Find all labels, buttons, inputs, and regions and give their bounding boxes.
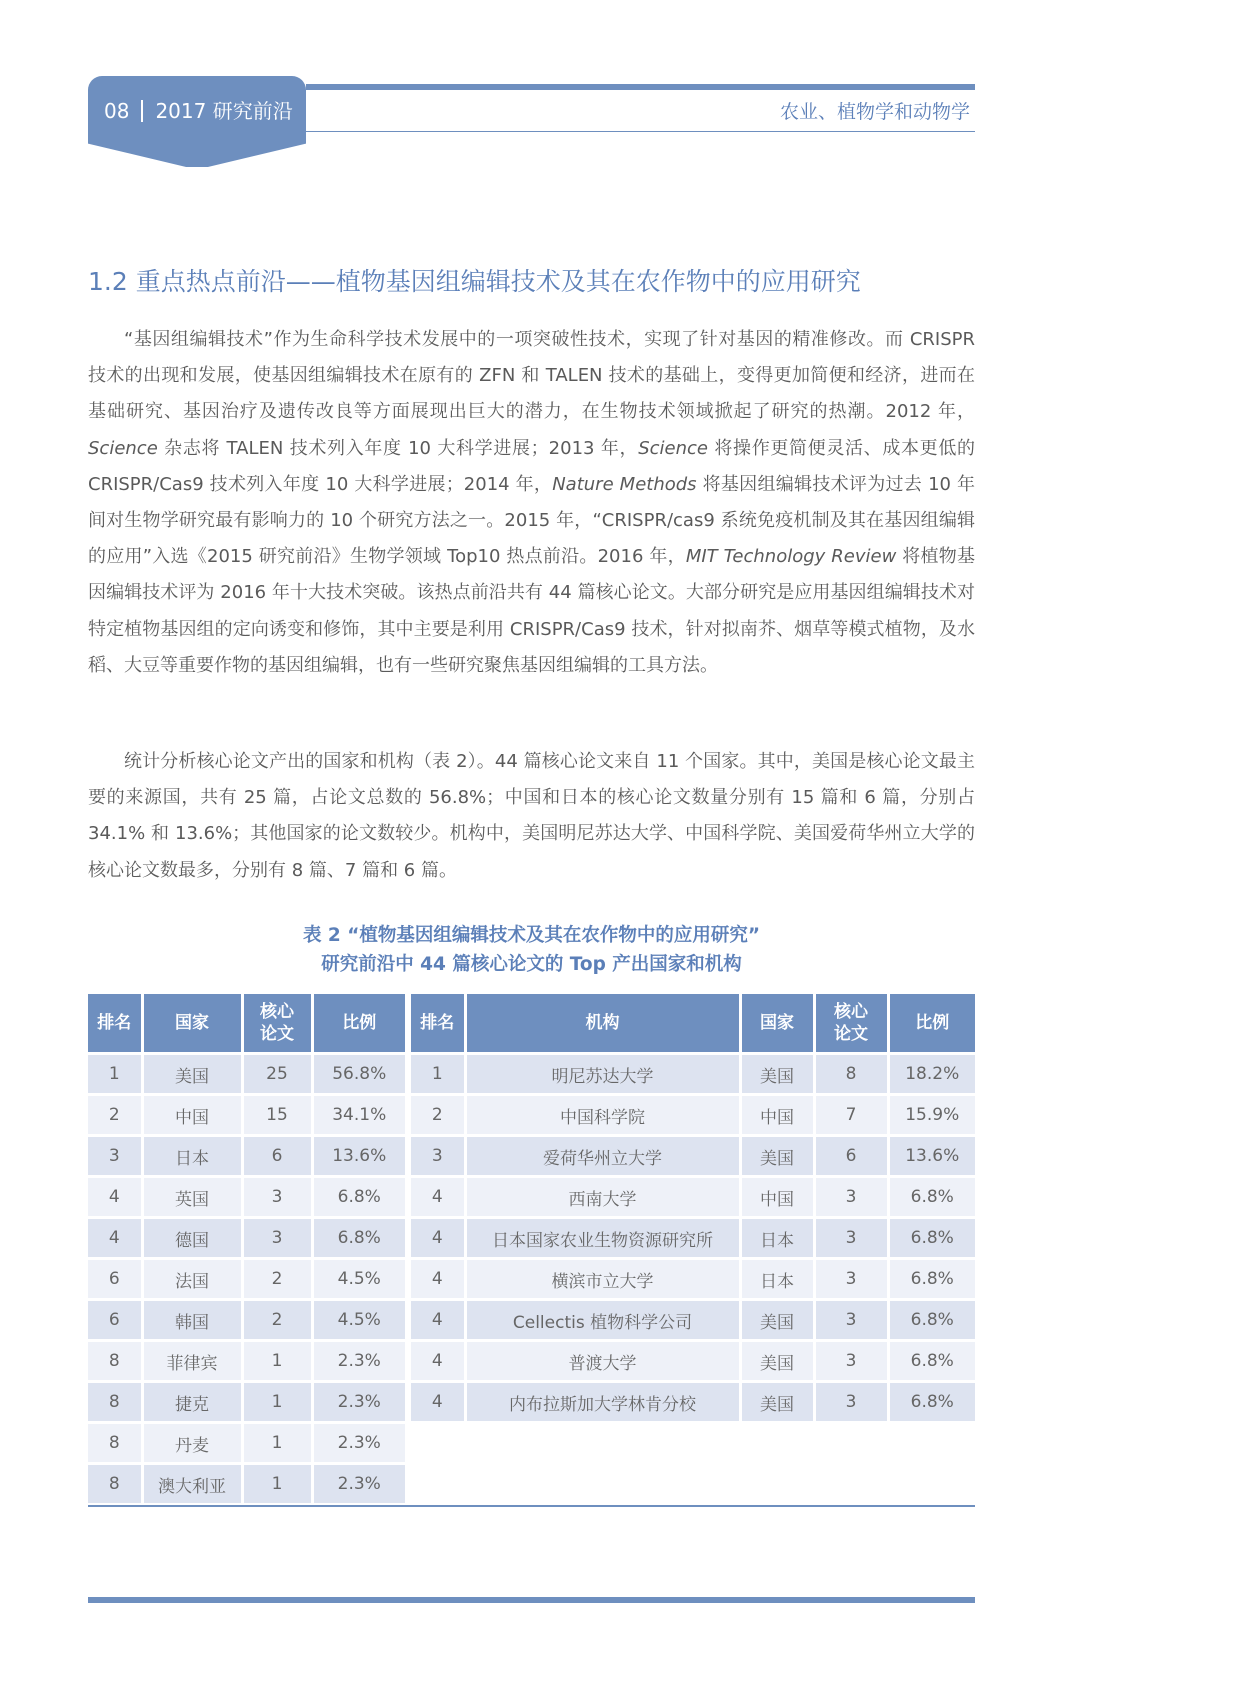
rank-cell: 4 (411, 1300, 465, 1341)
core-papers-cell: 2 (242, 1300, 312, 1341)
report-title: 2017 研究前沿 (155, 99, 293, 123)
table-caption (88, 921, 975, 979)
institution-cell: Cellectis 植物科学公司 (465, 1300, 740, 1341)
paragraph-1-text-2: 杂志将 TALEN 技术列入年度 10 大科学进展；2013 年， (157, 437, 639, 459)
country-cell: 德国 (142, 1218, 242, 1259)
core-papers-cell: 1 (242, 1341, 312, 1382)
country-cell: 澳大利亚 (142, 1464, 242, 1505)
rank-cell: 4 (411, 1341, 465, 1382)
country-table-header (88, 994, 405, 1054)
core-papers-cell: 25 (242, 1054, 312, 1095)
core-papers-cell: 3 (242, 1218, 312, 1259)
table-caption-line-2: 研究前沿中 44 篇核心论文的 Top 产出国家和机构 (321, 954, 742, 975)
country-cell: 韩国 (142, 1300, 242, 1341)
rank-cell: 4 (411, 1218, 465, 1259)
header-tab-text (104, 95, 293, 124)
country-cell: 美国 (740, 1300, 814, 1341)
country-cell: 中国 (740, 1095, 814, 1136)
ratio-cell: 4.5% (312, 1300, 405, 1341)
ratio-cell: 18.2% (888, 1054, 975, 1095)
core-papers-cell: 2 (242, 1259, 312, 1300)
col-header-rank: 排名 (88, 994, 142, 1054)
ratio-cell: 13.6% (312, 1136, 405, 1177)
core-papers-cell: 3 (814, 1382, 888, 1423)
ratio-cell: 6.8% (888, 1341, 975, 1382)
institution-table (411, 994, 975, 1424)
table-bottom-rule (88, 1505, 975, 1507)
country-cell: 丹麦 (142, 1423, 242, 1464)
col-header-core-papers (242, 994, 312, 1054)
institution-table-header (411, 994, 975, 1054)
ratio-cell: 2.3% (312, 1464, 405, 1505)
ratio-cell: 6.8% (888, 1218, 975, 1259)
core-papers-cell: 3 (814, 1259, 888, 1300)
institution-cell: 内布拉斯加大学林肯分校 (465, 1382, 740, 1423)
paragraph-2: 统计分析核心论文产出的国家和机构（表 2）。44 篇核心论文来自 11 个国家。其中，美国是核心论文最主要的来源国，共有 25 篇，占论文总数的 56.8%；中国和日本的核心论文数量分别有 15 篇和 6 篇，分别占 34.1% 和 13.6%；其他国家的论文数较少。机构中，美国明尼苏达大学、中国科学院、美国爱荷华州立大学的核心论文数最多，分别有 8 篇、7 篇和 6 篇。 (88, 751, 975, 881)
ratio-cell: 2.3% (312, 1423, 405, 1464)
rank-cell: 4 (411, 1259, 465, 1300)
col-header-country: 国家 (740, 994, 814, 1054)
paragraph-1-text-1: “基因组编辑技术”作为生命科学技术发展中的一项突破性技术，实现了针对基因的精准修改。而 CRISPR 技术的出现和发展，使基因组编辑技术在原有的 ZFN 和 TALEN 技术的基础上，变得更加简便和经济，进而在基础研究、基因治疗及遗传改良等方面展现出巨大的潜力，在生物技术领域掀起了研究的热潮。2012 年， (88, 329, 975, 423)
country-cell: 美国 (740, 1054, 814, 1095)
col-header-core-papers-label: 核心论文 (259, 1002, 294, 1044)
table-row (88, 1136, 405, 1177)
rank-cell: 1 (411, 1054, 465, 1095)
country-table (88, 994, 405, 1506)
institution-cell: 横滨市立大学 (465, 1259, 740, 1300)
rank-cell: 4 (88, 1177, 142, 1218)
core-papers-cell: 15 (242, 1095, 312, 1136)
institution-cell: 普渡大学 (465, 1341, 740, 1382)
ratio-cell: 13.6% (888, 1136, 975, 1177)
institution-cell: 日本国家农业生物资源研究所 (465, 1218, 740, 1259)
country-cell: 法国 (142, 1259, 242, 1300)
rank-cell: 8 (88, 1464, 142, 1505)
institution-cell: 明尼苏达大学 (465, 1054, 740, 1095)
table-row (88, 1423, 405, 1464)
institution-cell: 爱荷华州立大学 (465, 1136, 740, 1177)
core-papers-cell: 1 (242, 1464, 312, 1505)
ratio-cell: 6.8% (312, 1177, 405, 1218)
table-row (88, 1464, 405, 1505)
table-row (411, 1218, 975, 1259)
country-cell: 日本 (740, 1218, 814, 1259)
rank-cell: 2 (88, 1095, 142, 1136)
table-row (88, 1177, 405, 1218)
footer-rule (88, 1597, 975, 1603)
ratio-cell: 56.8% (312, 1054, 405, 1095)
table-row (411, 1054, 975, 1095)
ratio-cell: 34.1% (312, 1095, 405, 1136)
core-papers-cell: 8 (814, 1054, 888, 1095)
journal-mit-technology-review: MIT Technology Review (685, 546, 897, 568)
core-papers-cell: 7 (814, 1095, 888, 1136)
ratio-cell: 4.5% (312, 1259, 405, 1300)
core-papers-cell: 3 (242, 1177, 312, 1218)
journal-science-2: Science (638, 437, 708, 459)
core-papers-cell: 3 (814, 1218, 888, 1259)
core-papers-cell: 1 (242, 1382, 312, 1423)
rank-cell: 1 (88, 1054, 142, 1095)
country-cell: 日本 (740, 1259, 814, 1300)
country-cell: 中国 (740, 1177, 814, 1218)
core-papers-cell: 1 (242, 1423, 312, 1464)
rank-cell: 8 (88, 1382, 142, 1423)
country-cell: 捷克 (142, 1382, 242, 1423)
core-papers-cell: 6 (242, 1136, 312, 1177)
table-row (88, 1341, 405, 1382)
rank-cell: 6 (88, 1300, 142, 1341)
col-header-country: 国家 (142, 994, 242, 1054)
country-cell: 美国 (740, 1136, 814, 1177)
rank-cell: 3 (411, 1136, 465, 1177)
ratio-cell: 6.8% (312, 1218, 405, 1259)
table-row (411, 1095, 975, 1136)
rank-cell: 4 (411, 1382, 465, 1423)
table-row (411, 1177, 975, 1218)
table-row (411, 1136, 975, 1177)
table-row (88, 1218, 405, 1259)
header-divider (141, 100, 143, 122)
col-header-ratio: 比例 (312, 994, 405, 1054)
col-header-institution: 机构 (465, 994, 740, 1054)
country-cell: 中国 (142, 1095, 242, 1136)
ratio-cell: 2.3% (312, 1382, 405, 1423)
rank-cell: 3 (88, 1136, 142, 1177)
section-title: 1.2 重点热点前沿——植物基因组编辑技术及其在农作物中的应用研究 (88, 267, 861, 296)
header-top-rule (306, 84, 975, 90)
ratio-cell: 6.8% (888, 1259, 975, 1300)
table-row (411, 1341, 975, 1382)
rank-cell: 6 (88, 1259, 142, 1300)
table-caption-line-1: 表 2 “植物基因组编辑技术及其在农作物中的应用研究” (302, 925, 761, 946)
header-bottom-rule (306, 131, 975, 132)
institution-cell: 西南大学 (465, 1177, 740, 1218)
institution-cell: 中国科学院 (465, 1095, 740, 1136)
paragraph-1 (88, 322, 975, 684)
country-cell: 美国 (740, 1382, 814, 1423)
table-row (88, 1054, 405, 1095)
header-category: 农业、植物学和动物学 (779, 101, 970, 123)
table-row (411, 1259, 975, 1300)
table-row (88, 1300, 405, 1341)
col-header-ratio: 比例 (888, 994, 975, 1054)
col-header-core-papers-label: 核心论文 (833, 1002, 868, 1044)
core-papers-cell: 3 (814, 1300, 888, 1341)
page-number: 08 (104, 99, 130, 123)
country-table-body (88, 1054, 405, 1505)
table-row (88, 1382, 405, 1423)
country-cell: 日本 (142, 1136, 242, 1177)
core-papers-cell: 3 (814, 1341, 888, 1382)
rank-cell: 2 (411, 1095, 465, 1136)
institution-table-body (411, 1054, 975, 1423)
ratio-cell: 15.9% (888, 1095, 975, 1136)
journal-science-1: Science (88, 437, 158, 459)
header-tab-chevron (88, 131, 306, 167)
rank-cell: 4 (88, 1218, 142, 1259)
country-cell: 美国 (740, 1341, 814, 1382)
rank-cell: 8 (88, 1423, 142, 1464)
core-papers-cell: 3 (814, 1177, 888, 1218)
ratio-cell: 6.8% (888, 1382, 975, 1423)
table-row (411, 1382, 975, 1423)
ratio-cell: 6.8% (888, 1177, 975, 1218)
table-row (88, 1095, 405, 1136)
col-header-rank: 排名 (411, 994, 465, 1054)
paragraph-1-text-5: 将植物基因编辑技术评为 2016 年十大技术突破。该热点前沿共有 44 篇核心论文。大部分研究是应用基因组编辑技术对特定植物基因组的定向诱变和修饰，其中主要是利用 CRISPR/Cas9 技术，针对拟南芥、烟草等模式植物，及水稻、大豆等重要作物的基因组编辑，也有一些研究聚焦基因组编辑的工具方法。 (88, 546, 975, 676)
rank-cell: 8 (88, 1341, 142, 1382)
ratio-cell: 2.3% (312, 1341, 405, 1382)
country-cell: 美国 (142, 1054, 242, 1095)
country-cell: 英国 (142, 1177, 242, 1218)
paragraph-1-text-3: 将操作更简便灵活、成本更低的 CRISPR/Cas9 技术列入年度 10 大科学进展；2014 年， (88, 437, 975, 495)
core-papers-cell: 6 (814, 1136, 888, 1177)
paragraph-1-text-4: 将基因组编辑技术评为过去 10 年间对生物学研究最有影响力的 10 个研究方法之一。2015 年，“CRISPR/cas9 系统免疫机制及其在基因组编辑的应用”入选《2015 研究前沿》生物学领域 Top10 热点前沿。2016 年， (88, 473, 975, 568)
rank-cell: 4 (411, 1177, 465, 1218)
journal-nature-methods: Nature Methods (552, 473, 697, 495)
ratio-cell: 6.8% (888, 1300, 975, 1341)
col-header-core-papers (814, 994, 888, 1054)
table-row (411, 1300, 975, 1341)
table-row (88, 1259, 405, 1300)
country-cell: 菲律宾 (142, 1341, 242, 1382)
